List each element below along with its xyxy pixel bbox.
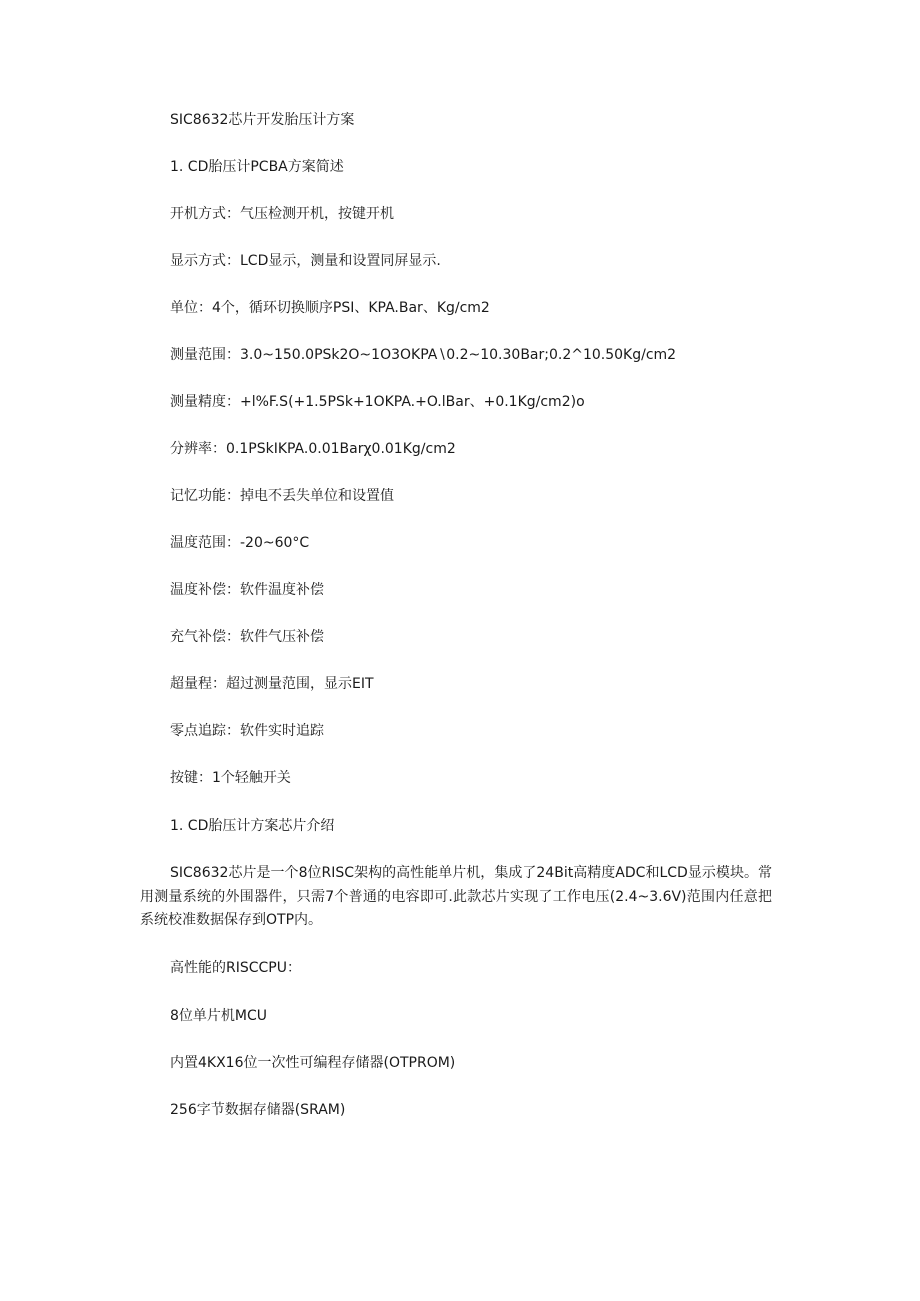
section-heading: 1. CD胎压计PCBA方案简述 [170, 159, 344, 175]
feature-line: 256字节数据存储器(SRAM) [170, 1102, 346, 1118]
spec-line: 充气补偿：软件气压补偿 [170, 629, 324, 645]
spec-line: 测量范围：3.0~150.0PSk2O~1O3OKPA∖0.2~10.30Bar;0.2^10.50Kg/cm2 [170, 347, 677, 363]
spec-line: 零点追踪：软件实时追踪 [170, 723, 324, 739]
cpu-heading: 高性能的RISCCPU： [170, 960, 301, 976]
spec-line: 测量精度：+l%F.S(+1.5PSk+1OKPA.+O.lBar、+0.1Kg∕cm2)o [170, 394, 585, 410]
spec-line: 显示方式：LCD显示，测量和设置同屏显示. [170, 253, 441, 269]
spec-line: 开机方式：气压检测开机，按键开机 [170, 206, 394, 222]
document-title: SIC8632芯片开发胎压计方案 [170, 112, 355, 128]
feature-line: 内置4KX16位一次性可编程存储器(OTPROM) [170, 1055, 456, 1071]
feature-line: 8位单片机MCU [170, 1008, 268, 1024]
spec-line: 单位：4个，循环切换顺序PSI、KPA.Bar、Kg∕cm2 [170, 300, 490, 316]
spec-line: 温度补偿：软件温度补偿 [170, 582, 324, 598]
spec-line: 按键：1个轻触开关 [170, 770, 291, 786]
spec-line: 记忆功能：掉电不丢失单位和设置值 [170, 488, 394, 504]
spec-line: 分辨率：0.1PSkIKPA.0.01Barχ0.01Kg∕cm2 [170, 441, 456, 457]
section-heading: 1. CD胎压计方案芯片介绍 [170, 818, 335, 834]
spec-line: 温度范围：-20~60°C [170, 535, 310, 551]
spec-line: 超量程：超过测量范围，显示EIT [170, 676, 374, 692]
intro-paragraph: SIC8632芯片是一个8位RISC架构的高性能单片机，集成了24Bit高精度ADC和LCD显示模块。常用测量系统的外围器件，只需7个普通的电容即可.此款芯片实现了工作电压(2.4~3.6V)范围内任意把系统校准数据保存到OTP内。 [140, 865, 772, 928]
